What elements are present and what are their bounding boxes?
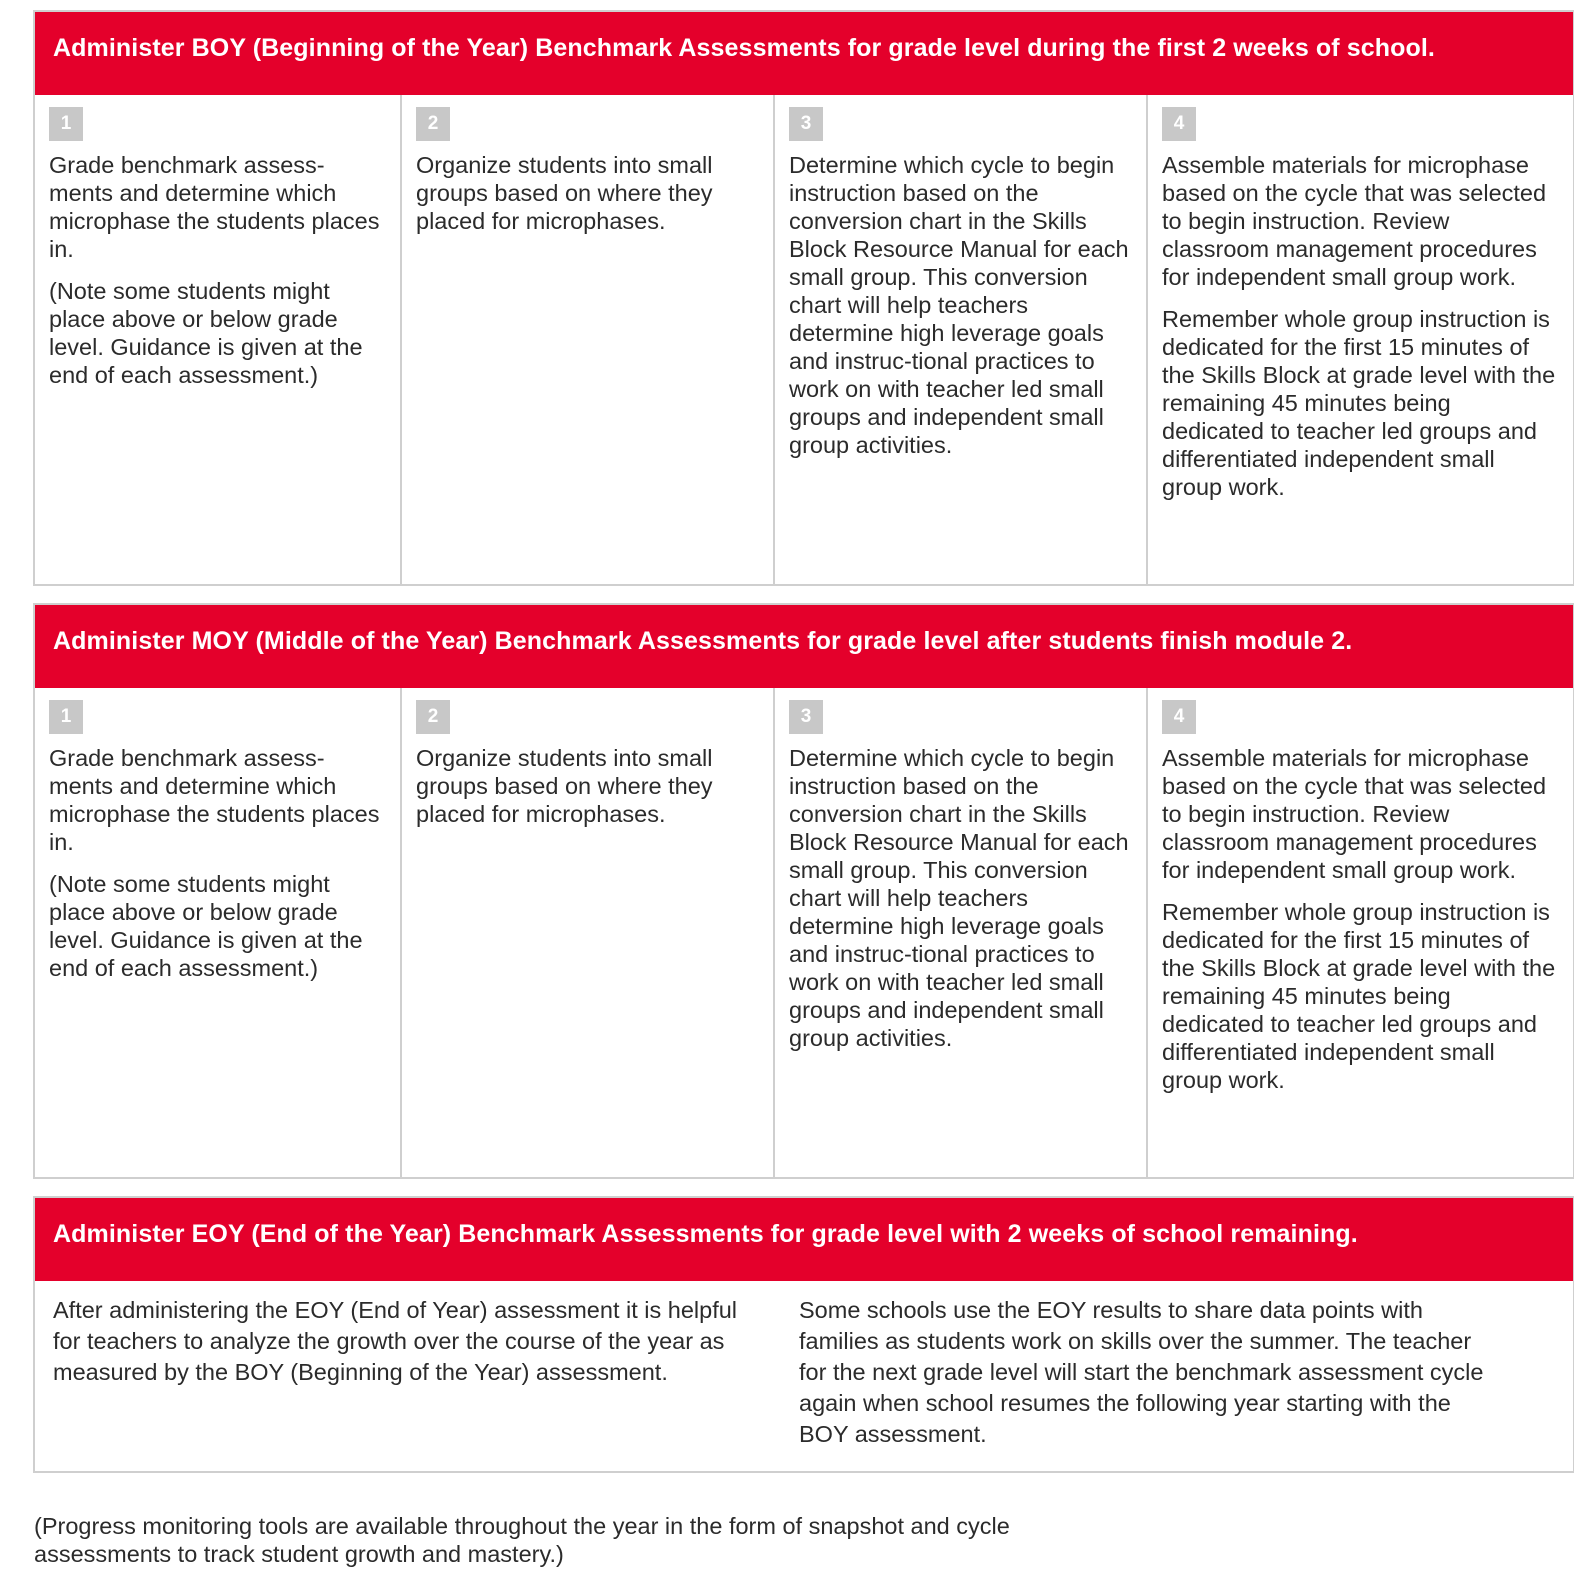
step-note: (Note some students might place above or below grade level. Guidance is given at the end of each assessment.) xyxy=(49,871,363,981)
eoy-header: Administer EOY (End of the Year) Benchmark Assessments for grade level with 2 weeks of school remaining. xyxy=(35,1198,1573,1281)
step-number-badge: 4 xyxy=(1162,107,1196,141)
step-text: Organize students into small groups based on where they placed for microphases. xyxy=(416,745,713,827)
moy-step-4 xyxy=(1148,688,1573,1177)
step-number-badge: 4 xyxy=(1162,700,1196,734)
moy-step-1 xyxy=(35,688,402,1177)
step-text: Determine which cycle to begin instruction based on the conversion chart in the Skills Block Resource Manual for each small group. This conversion chart will help teachers determine high leverage goals and instruc-tional practices to work on with teacher led small groups and independent small group activities. xyxy=(789,152,1129,458)
footnote: (Progress monitoring tools are available throughout the year in the form of snapshot and cycle assessments to track student growth and mastery.) xyxy=(34,1513,1010,1567)
moy-header: Administer MOY (Middle of the Year) Benchmark Assessments for grade level after students finish module 2. xyxy=(35,605,1573,688)
step-text: Grade benchmark assess-ments and determine which microphase the students places in. xyxy=(49,152,380,262)
step-number-badge: 2 xyxy=(416,107,450,141)
step-note: Remember whole group instruction is dedicated for the first 15 minutes of the Skills Block at grade level with the remaining 45 minutes being dedicated to teacher led groups and differentiated independent small group work. xyxy=(1162,306,1556,500)
step-text: Determine which cycle to begin instruction based on the conversion chart in the Skills Block Resource Manual for each small group. This conversion chart will help teachers determine high leverage goals and instruc-tional practices to work on with teacher led small groups and independent small group activities. xyxy=(789,745,1129,1051)
step-number-badge: 2 xyxy=(416,700,450,734)
eoy-left-text: After administering the EOY (End of Year) assessment it is helpful for teachers to analyze the growth over the course of the year as measured by the BOY (Beginning of the Year) assessment. xyxy=(53,1297,738,1385)
step-text: Assemble materials for microphase based on the cycle that was selected to begin instruction. Review classroom management procedures for independent small group work. xyxy=(1162,152,1547,290)
step-number-badge: 1 xyxy=(49,107,83,141)
moy-panel xyxy=(33,603,1574,1179)
step-text: Grade benchmark assess-ments and determine which microphase the students places in. xyxy=(49,745,380,855)
boy-step-2 xyxy=(402,95,775,584)
step-number-badge: 3 xyxy=(789,107,823,141)
step-number-badge: 1 xyxy=(49,700,83,734)
step-note: Remember whole group instruction is dedicated for the first 15 minutes of the Skills Block at grade level with the remaining 45 minutes being dedicated to teacher led groups and differentiated independent small group work. xyxy=(1162,899,1556,1093)
eoy-right-text: Some schools use the EOY results to share data points with families as students work on skills over the summer. The teacher for the next grade level will start the benchmark assessment cycle again when school resumes the following year starting with the BOY assessment. xyxy=(799,1297,1484,1447)
boy-step-3 xyxy=(775,95,1148,584)
boy-step-4 xyxy=(1148,95,1573,584)
moy-step-2 xyxy=(402,688,775,1177)
moy-steps xyxy=(35,688,1573,1177)
boy-header: Administer BOY (Beginning of the Year) Benchmark Assessments for grade level during the first 2 weeks of school. xyxy=(35,12,1573,95)
eoy-panel xyxy=(33,1196,1574,1473)
eoy-body xyxy=(35,1281,1573,1450)
step-note: (Note some students might place above or below grade level. Guidance is given at the end of each assessment.) xyxy=(49,278,363,388)
boy-step-1 xyxy=(35,95,402,584)
boy-panel xyxy=(33,10,1574,586)
moy-step-3 xyxy=(775,688,1148,1177)
step-text: Assemble materials for microphase based on the cycle that was selected to begin instruction. Review classroom management procedures for independent small group work. xyxy=(1162,745,1547,883)
step-text: Organize students into small groups based on where they placed for microphases. xyxy=(416,152,713,234)
step-number-badge: 3 xyxy=(789,700,823,734)
boy-steps xyxy=(35,95,1573,584)
